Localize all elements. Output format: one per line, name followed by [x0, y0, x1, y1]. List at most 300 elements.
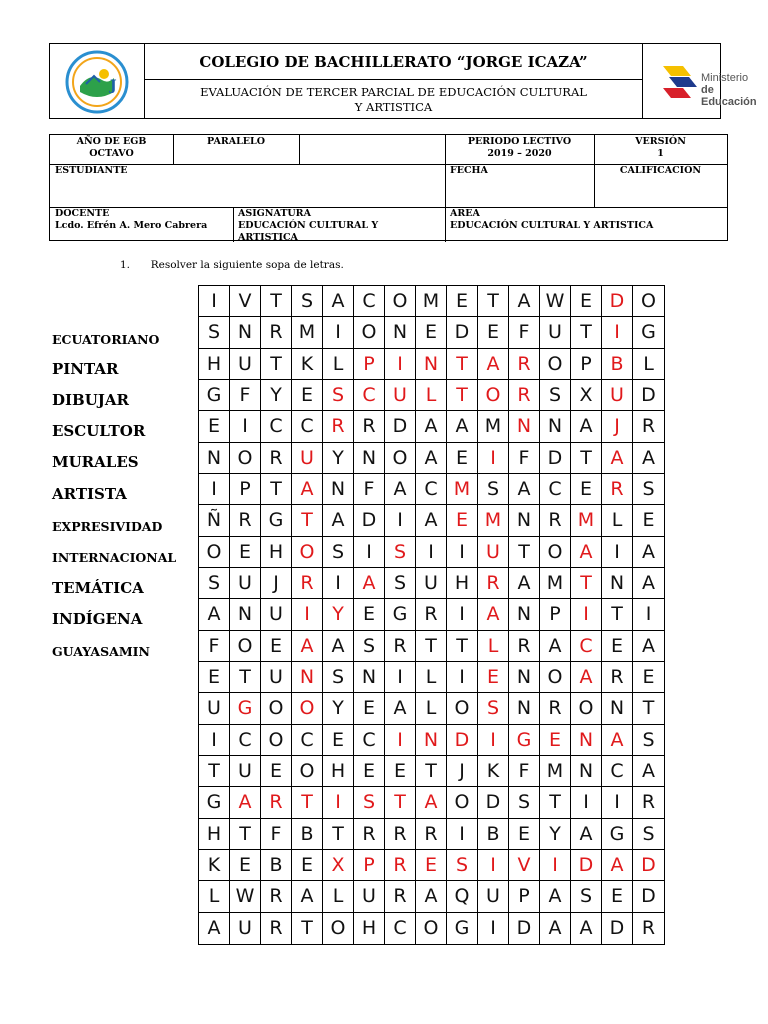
word-search-grid [198, 285, 665, 945]
grid-cell: U [199, 693, 230, 724]
grid-cell: D [633, 850, 664, 881]
egb-label: AÑO DE EGB [76, 136, 147, 147]
grid-cell: G [199, 787, 230, 818]
grid-cell: P [509, 881, 540, 912]
grid-cell: P [571, 349, 602, 380]
grid-cell: U [292, 443, 323, 474]
grid-cell: R [509, 631, 540, 662]
grid-cell: C [385, 913, 416, 944]
grid-cell: R [416, 819, 447, 850]
grid-cell: R [602, 662, 633, 693]
header-box [49, 43, 757, 119]
grid-cell: C [292, 411, 323, 442]
grid-cell: E [199, 411, 230, 442]
grid-cell: A [416, 787, 447, 818]
grid-cell: F [230, 380, 261, 411]
grid-cell: L [199, 881, 230, 912]
grid-cell: S [323, 662, 354, 693]
grid-cell: C [292, 725, 323, 756]
grid-cell: Ñ [199, 505, 230, 536]
grid-cell: I [385, 725, 416, 756]
grid-cell: T [230, 819, 261, 850]
estudiante-label: ESTUDIANTE [55, 165, 128, 176]
grid-cell: R [385, 881, 416, 912]
grid-cell: T [416, 631, 447, 662]
grid-cell: L [416, 693, 447, 724]
grid-cell: S [633, 819, 664, 850]
school-name: COLEGIO DE BACHILLERATO “JORGE ICAZA” [145, 44, 642, 80]
grid-cell: S [354, 631, 385, 662]
grid-cell: E [416, 317, 447, 348]
asignatura-cell [233, 207, 445, 245]
grid-cell: X [571, 380, 602, 411]
ministry-line1: Ministerio [701, 72, 749, 84]
grid-cell: M [447, 474, 478, 505]
grid-cell: B [261, 850, 292, 881]
grid-cell: I [323, 568, 354, 599]
grid-cell: S [385, 568, 416, 599]
word-item: PINTAR [52, 360, 119, 378]
version-cell [594, 135, 727, 161]
grid-cell: R [509, 380, 540, 411]
grid-cell: S [354, 787, 385, 818]
grid-cell: T [230, 662, 261, 693]
grid-cell: J [447, 756, 478, 787]
grid-cell: U [261, 662, 292, 693]
grid-cell: N [416, 725, 447, 756]
grid-cell: N [540, 411, 571, 442]
grid-cell: R [261, 913, 292, 944]
grid-cell: U [602, 380, 633, 411]
grid-cell: E [540, 725, 571, 756]
grid-cell: B [602, 349, 633, 380]
grid-cell: D [571, 850, 602, 881]
periodo-cell [445, 135, 594, 161]
grid-cell: A [540, 881, 571, 912]
grid-cell: M [292, 317, 323, 348]
grid-cell: A [478, 599, 509, 630]
grid-cell: O [385, 286, 416, 317]
grid-cell: T [447, 349, 478, 380]
grid-cell: O [540, 662, 571, 693]
grid-cell: S [323, 537, 354, 568]
grid-cell: S [447, 850, 478, 881]
grid-cell: N [354, 443, 385, 474]
grid-cell: N [571, 756, 602, 787]
grid-cell: I [292, 599, 323, 630]
grid-cell: Y [323, 599, 354, 630]
grid-cell: A [602, 725, 633, 756]
grid-cell: Y [540, 819, 571, 850]
grid-cell: I [478, 913, 509, 944]
school-logo-icon [50, 44, 145, 120]
grid-cell: A [571, 662, 602, 693]
grid-cell: A [416, 505, 447, 536]
version-label: VERSIÓN [635, 136, 686, 147]
grid-cell: E [292, 380, 323, 411]
grid-cell: U [261, 599, 292, 630]
grid-cell: I [602, 317, 633, 348]
grid-cell: U [230, 349, 261, 380]
grid-cell: A [509, 474, 540, 505]
grid-cell: I [447, 599, 478, 630]
grid-cell: R [478, 568, 509, 599]
grid-cell: C [571, 631, 602, 662]
grid-cell: I [602, 787, 633, 818]
grid-cell: I [416, 537, 447, 568]
grid-cell: N [230, 317, 261, 348]
grid-cell: H [354, 913, 385, 944]
grid-cell: S [540, 380, 571, 411]
grid-cell: O [447, 787, 478, 818]
grid-cell: U [540, 317, 571, 348]
estudiante-field[interactable] [50, 164, 445, 207]
grid-cell: E [509, 819, 540, 850]
word-item: EXPRESIVIDAD [52, 519, 163, 534]
grid-cell: E [354, 599, 385, 630]
grid-cell: C [540, 474, 571, 505]
grid-cell: S [478, 474, 509, 505]
grid-cell: S [571, 881, 602, 912]
grid-cell: Y [323, 693, 354, 724]
grid-cell: V [509, 850, 540, 881]
grid-cell: I [447, 819, 478, 850]
grid-cell: F [261, 819, 292, 850]
calificacion-field[interactable] [594, 164, 727, 207]
grid-cell: N [602, 568, 633, 599]
grid-cell: A [509, 286, 540, 317]
grid-cell: E [199, 662, 230, 693]
grid-cell: R [354, 411, 385, 442]
grid-cell: S [385, 537, 416, 568]
grid-cell: G [602, 819, 633, 850]
egb-value: OCTAVO [89, 148, 134, 159]
grid-cell: H [199, 349, 230, 380]
grid-cell: E [354, 693, 385, 724]
grid-cell: R [385, 819, 416, 850]
word-item: MURALES [52, 453, 139, 471]
grid-cell: O [447, 693, 478, 724]
grid-cell: I [323, 317, 354, 348]
grid-cell: S [509, 787, 540, 818]
grid-cell: F [509, 756, 540, 787]
grid-cell: N [509, 693, 540, 724]
grid-cell: I [602, 537, 633, 568]
grid-cell: L [416, 662, 447, 693]
grid-cell: E [633, 505, 664, 536]
grid-cell: P [354, 349, 385, 380]
grid-cell: D [540, 443, 571, 474]
grid-cell: P [354, 850, 385, 881]
grid-cell: F [509, 443, 540, 474]
grid-cell: S [323, 380, 354, 411]
grid-cell: I [230, 411, 261, 442]
area-value: EDUCACIÓN CULTURAL Y ARTISTICA [450, 220, 654, 231]
grid-cell: E [416, 850, 447, 881]
docente-value: Lcdo. Efrén A. Mero Cabrera [55, 220, 208, 231]
grid-cell: O [478, 380, 509, 411]
calificacion-label: CALIFICACIÓN [619, 165, 702, 176]
grid-cell: R [385, 850, 416, 881]
asignatura-value: EDUCACIÓN CULTURAL Y ARTISTICA [238, 220, 379, 243]
grid-cell: D [633, 380, 664, 411]
paralelo-field[interactable] [299, 135, 445, 137]
grid-cell: H [447, 568, 478, 599]
grid-cell: W [230, 881, 261, 912]
grid-cell: E [478, 662, 509, 693]
grid-cell: T [261, 474, 292, 505]
grid-cell: A [323, 505, 354, 536]
grid-cell: N [385, 317, 416, 348]
grid-cell: I [540, 850, 571, 881]
grid-cell: T [292, 787, 323, 818]
grid-cell: T [292, 913, 323, 944]
grid-cell: H [199, 819, 230, 850]
grid-cell: N [323, 474, 354, 505]
grid-cell: E [571, 474, 602, 505]
grid-cell: E [354, 756, 385, 787]
grid-cell: A [416, 411, 447, 442]
grid-cell: T [571, 317, 602, 348]
grid-cell: E [602, 881, 633, 912]
grid-cell: D [602, 913, 633, 944]
grid-cell: A [323, 631, 354, 662]
grid-cell: T [323, 819, 354, 850]
grid-cell: T [447, 631, 478, 662]
grid-cell: G [509, 725, 540, 756]
grid-cell: O [571, 693, 602, 724]
area-label: AREA [450, 208, 480, 219]
grid-cell: R [416, 599, 447, 630]
grid-cell: P [230, 474, 261, 505]
grid-cell: R [323, 411, 354, 442]
grid-cell: C [261, 411, 292, 442]
egb-cell [50, 135, 173, 161]
grid-cell: L [602, 505, 633, 536]
grid-cell: D [447, 725, 478, 756]
grid-cell: L [633, 349, 664, 380]
grid-cell: T [447, 380, 478, 411]
school-logo-cell [50, 44, 145, 118]
grid-cell: E [323, 725, 354, 756]
grid-cell: O [292, 693, 323, 724]
grid-cell: L [478, 631, 509, 662]
grid-cell: D [602, 286, 633, 317]
grid-cell: X [323, 850, 354, 881]
grid-cell: I [633, 599, 664, 630]
grid-cell: A [633, 537, 664, 568]
grid-cell: R [633, 787, 664, 818]
grid-cell: R [641, 917, 656, 940]
grid-cell: T [385, 787, 416, 818]
grid-cell: M [416, 286, 447, 317]
ministry-logo-cell [643, 44, 757, 118]
grid-cell: T [199, 756, 230, 787]
grid-cell: C [230, 725, 261, 756]
grid-cell: O [261, 725, 292, 756]
grid-cell: G [447, 913, 478, 944]
grid-cell: I [478, 725, 509, 756]
grid-cell: A [199, 599, 230, 630]
word-item: GUAYASAMIN [52, 644, 150, 659]
grid-cell: R [385, 631, 416, 662]
grid-cell: O [354, 317, 385, 348]
grid-cell: M [478, 411, 509, 442]
grid-cell: A [633, 568, 664, 599]
word-item: INTERNACIONAL [52, 550, 177, 565]
grid-cell: O [230, 443, 261, 474]
grid-cell: M [571, 505, 602, 536]
grid-cell: A [292, 631, 323, 662]
periodo-label: PERIODO LECTIVO [467, 136, 572, 147]
grid-cell: E [230, 537, 261, 568]
grid-cell: O [323, 913, 354, 944]
grid-cell: E [447, 443, 478, 474]
grid-cell: A [540, 913, 571, 944]
grid-cell: A [602, 443, 633, 474]
grid-cell: E [447, 505, 478, 536]
grid-cell: T [571, 568, 602, 599]
grid-cell: C [416, 474, 447, 505]
word-item: DIBUJAR [52, 391, 129, 409]
grid-cell: A [571, 411, 602, 442]
grid-cell: D [385, 411, 416, 442]
grid-cell: T [261, 286, 292, 317]
grid-cell: B [478, 819, 509, 850]
grid-cell: A [633, 443, 664, 474]
grid-cell: E [385, 756, 416, 787]
grid-cell: N [602, 693, 633, 724]
grid-cell: Y [323, 443, 354, 474]
grid-cell: R [292, 568, 323, 599]
grid-cell: F [354, 474, 385, 505]
grid-cell: N [509, 411, 540, 442]
grid-cell: R [230, 505, 261, 536]
grid-cell: T [540, 787, 571, 818]
asignatura-label: ASIGNATURA [238, 208, 311, 219]
fecha-field[interactable] [445, 164, 594, 207]
svg-text:J: J [110, 78, 117, 94]
grid-cell: E [261, 756, 292, 787]
grid-cell: S [633, 474, 664, 505]
grid-cell: T [261, 349, 292, 380]
grid-cell: T [509, 537, 540, 568]
grid-cell: E [261, 631, 292, 662]
grid-cell: I [199, 725, 230, 756]
grid-cell: R [261, 317, 292, 348]
grid-cell: G [230, 693, 261, 724]
grid-cell: J [602, 411, 633, 442]
periodo-value: 2019 – 2020 [487, 148, 552, 159]
version-value: 1 [657, 148, 664, 159]
grid-cell: N [509, 662, 540, 693]
grid-cell: M [540, 568, 571, 599]
grid-cell: N [509, 599, 540, 630]
grid-cell: R [633, 411, 664, 442]
grid-cell: O [540, 537, 571, 568]
docente-cell [50, 207, 233, 233]
docente-label: DOCENTE [55, 208, 110, 219]
word-item: TEMÁTICA [52, 579, 144, 597]
grid-cell: G [261, 505, 292, 536]
grid-cell: Q [447, 881, 478, 912]
grid-cell: I [385, 505, 416, 536]
grid-cell: N [509, 505, 540, 536]
grid-cell: R [354, 819, 385, 850]
grid-cell: O [199, 537, 230, 568]
grid-cell: E [292, 850, 323, 881]
word-item: ARTISTA [52, 485, 127, 503]
grid-cell: A [633, 631, 664, 662]
grid-cell: C [354, 286, 385, 317]
grid-cell: S [292, 286, 323, 317]
grid-cell: N [292, 662, 323, 693]
grid-cell: E [633, 662, 664, 693]
instruction-text: Resolver la siguiente sopa de letras. [150, 259, 344, 271]
grid-cell: T [416, 756, 447, 787]
grid-cell: G [199, 380, 230, 411]
grid-cell: I [385, 662, 416, 693]
grid-cell: A [199, 913, 230, 944]
grid-cell: O [416, 913, 447, 944]
grid-cell: A [416, 881, 447, 912]
grid-cell: A [602, 850, 633, 881]
grid-cell: D [478, 787, 509, 818]
grid-cell: I [571, 599, 602, 630]
grid-cell: C [354, 725, 385, 756]
grid-cell: D [447, 317, 478, 348]
grid-cell: K [292, 349, 323, 380]
grid-cell: N [199, 443, 230, 474]
area-cell [445, 207, 727, 233]
grid-cell: A [385, 474, 416, 505]
grid-cell: K [478, 756, 509, 787]
grid-cell: T [571, 443, 602, 474]
word-item: ESCULTOR [52, 422, 146, 440]
grid-cell: T [633, 693, 664, 724]
grid-cell: A [323, 286, 354, 317]
fecha-label: FECHA [450, 165, 488, 176]
grid-cell: C [602, 756, 633, 787]
grid-cell: A [354, 568, 385, 599]
grid-cell: I [478, 443, 509, 474]
grid-cell: S [199, 317, 230, 348]
grid-cell: H [261, 537, 292, 568]
grid-cell: V [230, 286, 261, 317]
grid-cell: E [447, 286, 478, 317]
grid-cell: O [540, 349, 571, 380]
grid-cell: A [571, 819, 602, 850]
grid-cell: A [385, 693, 416, 724]
grid-cell: I [354, 537, 385, 568]
grid-cell: S [199, 568, 230, 599]
grid-cell: L [323, 349, 354, 380]
grid-cell: T [478, 286, 509, 317]
grid-cell: F [199, 631, 230, 662]
grid-cell: A [416, 443, 447, 474]
grid-cell: U [354, 881, 385, 912]
grid-cell: T [602, 599, 633, 630]
grid-cell: U [385, 380, 416, 411]
grid-cell: I [571, 787, 602, 818]
grid-cell: A [571, 913, 602, 944]
grid-cell: G [633, 317, 664, 348]
grid-cell: P [540, 599, 571, 630]
grid-cell: U [478, 881, 509, 912]
grid-cell: O [261, 693, 292, 724]
grid-cell: E [571, 286, 602, 317]
instruction [120, 259, 344, 271]
